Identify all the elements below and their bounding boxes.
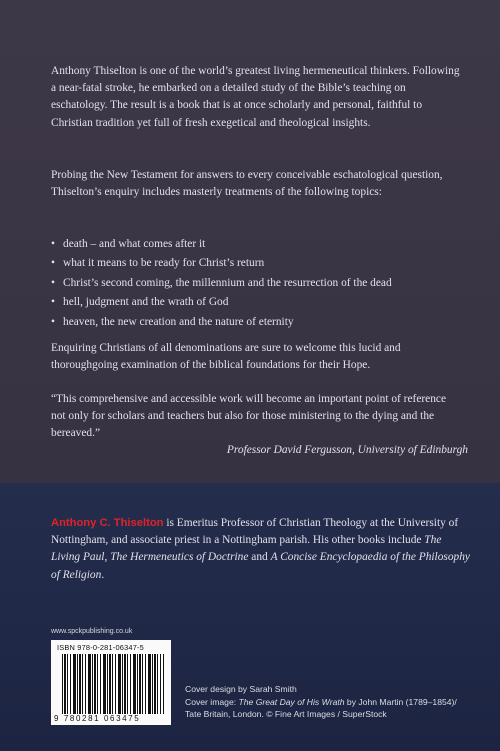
book-title: A Concise Encyclopaedia of the Philosophy of Religion: [51, 551, 470, 581]
endorsement-quote: “This comprehensive and accessible work will become an important point of reference not only for scholars and teachers but also for those ministering to the dying and the bereaved.”: [51, 393, 447, 440]
book-title: The Living Paul: [51, 534, 442, 564]
barcode-digits: 9 780281 063475: [54, 714, 141, 723]
author-bio: [51, 515, 471, 584]
topics-list: [51, 235, 471, 332]
author-name: Anthony C. Thiselton: [51, 517, 164, 529]
painting-title: The Great Day of His Wrath: [238, 696, 345, 707]
isbn-label: ISBN 978-0-281-06347-5: [57, 643, 144, 652]
list-item: • Christ’s second coming, the millennium and the resurrection of the dead: [51, 274, 471, 293]
publisher-website: www.spckpublishing.co.uk: [51, 628, 133, 635]
endorsement-attribution: Professor David Fergusson, University of Edinburgh: [226, 444, 468, 456]
cover-image-credit: [185, 696, 495, 709]
cover-image-credit-line-2: Tate Britain, London. © Fine Art Images / SuperStock: [185, 709, 387, 719]
barcode-box: [51, 640, 171, 725]
credit-prefix: Cover image:: [185, 696, 239, 707]
credit-suffix: by John Martin (1789–1854)/: [344, 696, 457, 707]
bio-end: .: [101, 568, 105, 581]
bio-separator: and: [248, 551, 271, 564]
cover-design-credit: Cover design by Sarah Smith: [185, 684, 297, 694]
list-item: • what it means to be ready for Christ’s return: [51, 254, 471, 273]
barcode-icon: [62, 654, 164, 714]
description-paragraph-1: Anthony Thiselton is one of the world’s greatest living hermeneutical thinkers. Following a near-fatal stroke, he embarked on a detailed study of the Bible’s teaching on eschatology. The result is a book that is at once scholarly and personal, faithful to Christian tradition yet full of fresh exegetical and theological insights.: [51, 65, 460, 129]
book-title: The Hermeneutics of Doctrine: [110, 551, 249, 564]
description-paragraph-3: Enquiring Christians of all denominations are sure to welcome this lucid and thoroughgoing examination of the biblical foundations for their Hope.: [51, 342, 401, 372]
description-paragraph-2: Probing the New Testament for answers to every conceivable eschatological question, Thiselton’s enquiry includes masterly treatments of the following topics:: [51, 169, 443, 199]
list-item: • heaven, the new creation and the nature of eternity: [51, 313, 471, 332]
list-item: • hell, judgment and the wrath of God: [51, 293, 471, 312]
bio-separator: ,: [104, 551, 111, 564]
bio-text: is Emeritus Professor of Christian Theology at the University of Nottingham, and associate priest in a Nottingham parish. His other books include: [51, 517, 459, 547]
list-item: • death – and what comes after it: [51, 235, 471, 254]
cover-credits: [185, 683, 495, 721]
